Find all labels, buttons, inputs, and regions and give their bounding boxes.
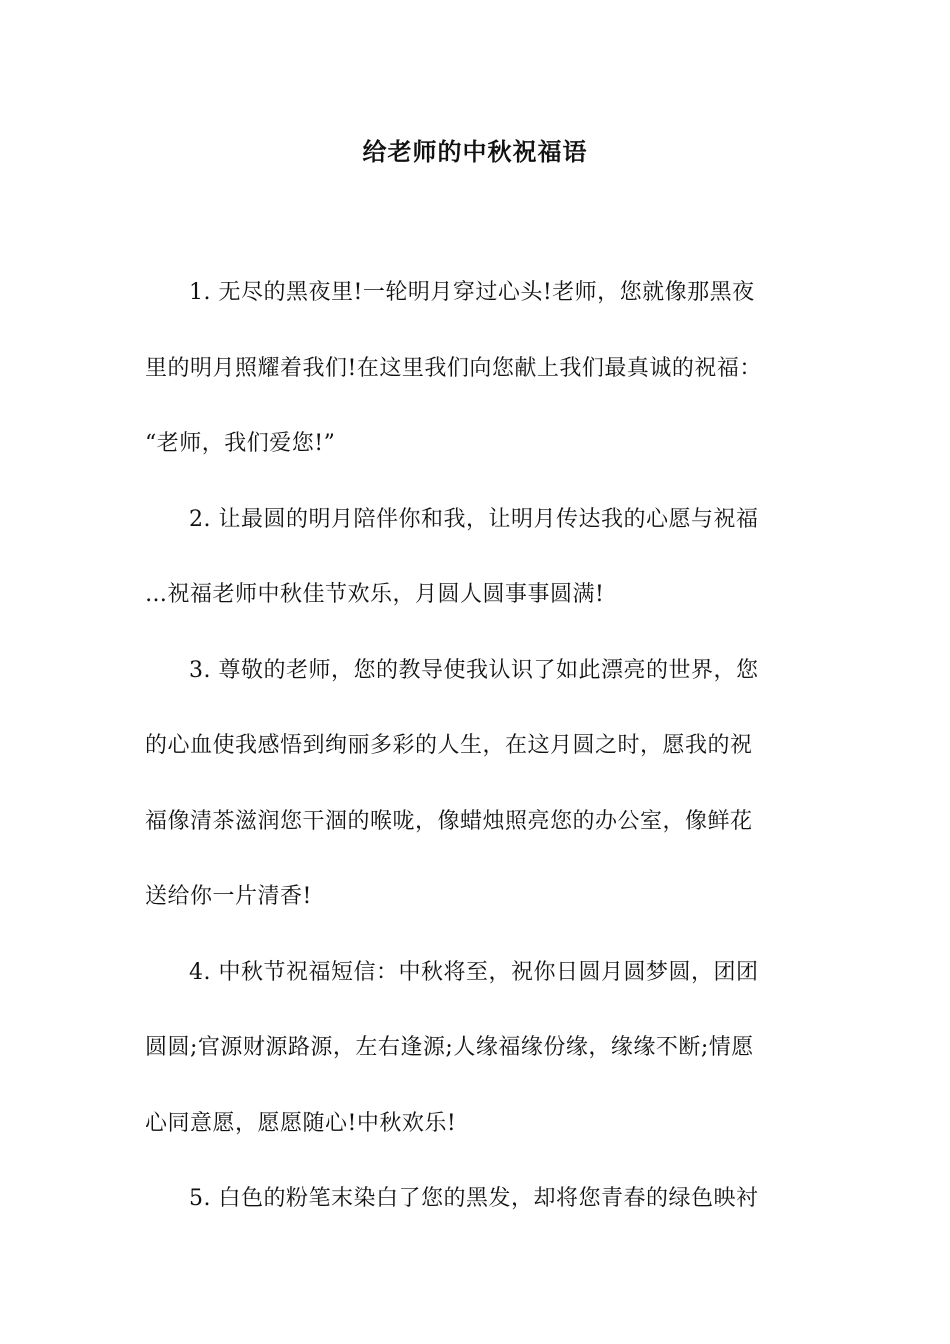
paragraph-4 [145,935,810,1162]
text-line: 里的明月照耀着我们!在这里我们向您献上我们最真诚的祝福： [145,355,762,381]
text-line: 心同意愿，愿愿随心!中秋欢乐! [145,1110,457,1136]
paragraph-5 [145,1161,810,1237]
text-line: 送给你一片清香! [145,884,312,909]
text-line: 圆圆;官源财源路源，左右逢源;人缘福缘份缘，缘缘不断;情愿 [145,1035,754,1060]
document-title: 给老师的中秋祝福语 [362,137,588,166]
text-line: 4. 中秋节祝福短信：中秋将至，祝你日圆月圆梦圆，团团 [189,959,759,985]
text-line: 5. 白色的粉笔末染白了您的黑发，却将您青春的绿色映衬 [189,1186,759,1211]
paragraph-3 [145,633,810,935]
text-line: 的心血使我感悟到绚丽多彩的人生，在这月圆之时，愿我的祝 [145,733,753,758]
text-line: 1. 无尽的黑夜里!一轮明月穿过心头!老师，您就像那黑夜 [189,280,755,305]
document-body [145,255,810,1237]
paragraph-1 [145,255,810,482]
text-line: 3. 尊敬的老师，您的教导使我认识了如此漂亮的世界，您 [189,657,759,683]
text-line: “老师，我们爱您!” [145,431,336,456]
paragraph-2 [145,482,810,633]
text-line: …祝福老师中秋佳节欢乐，月圆人圆事事圆满! [145,582,605,607]
text-line: 福像清茶滋润您干涸的喉咙，像蜡烛照亮您的办公室，像鲜花 [145,808,753,834]
text-line: 2. 让最圆的明月陪伴你和我，让明月传达我的心愿与祝福 [189,506,759,532]
